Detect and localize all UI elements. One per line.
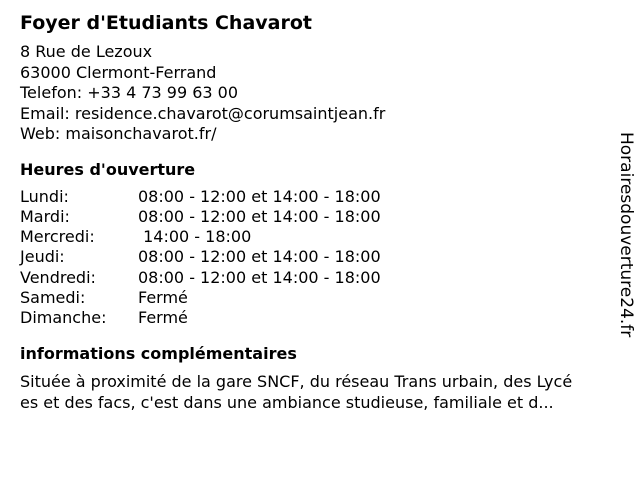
hours-row bbox=[20, 288, 610, 308]
hours-table bbox=[20, 187, 610, 329]
info-line: Située à proximité de la gare SNCF, du réseau Trans urbain, des Lycé bbox=[20, 371, 573, 391]
hours-heading: Heures d'ouverture bbox=[20, 159, 196, 179]
hours-time: 08:00 - 12:00 et 14:00 - 18:00 bbox=[138, 186, 381, 206]
hours-day: Jeudi: bbox=[20, 247, 65, 267]
hours-time: 14:00 - 18:00 bbox=[138, 227, 252, 247]
hours-day: Dimanche: bbox=[20, 308, 107, 328]
hours-day: Mercredi: bbox=[20, 227, 95, 247]
info-heading: informations complémentaires bbox=[20, 343, 297, 363]
hours-day: Vendredi: bbox=[20, 267, 96, 287]
hours-row bbox=[20, 247, 610, 267]
hours-day: Samedi: bbox=[20, 287, 86, 307]
address-street: 8 Rue de Lezoux bbox=[20, 42, 153, 61]
hours-time: Fermé bbox=[138, 287, 188, 307]
hours-row bbox=[20, 227, 610, 247]
hours-time: 08:00 - 12:00 et 14:00 - 18:00 bbox=[138, 267, 381, 287]
business-card bbox=[20, 10, 610, 413]
hours-time: 08:00 - 12:00 et 14:00 - 18:00 bbox=[138, 206, 381, 226]
hours-row bbox=[20, 207, 610, 227]
hours-row bbox=[20, 268, 610, 288]
contact-block bbox=[20, 42, 610, 145]
address-city: 63000 Clermont-Ferrand bbox=[20, 62, 217, 82]
hours-time: Fermé bbox=[138, 308, 188, 328]
watermark-text: Horairesdouverture24.fr bbox=[616, 132, 636, 338]
hours-row bbox=[20, 308, 610, 328]
site-watermark bbox=[612, 132, 640, 347]
hours-day: Lundi: bbox=[20, 186, 69, 206]
info-description bbox=[20, 371, 610, 413]
business-title: Foyer d'Etudiants Chavarot bbox=[20, 12, 312, 34]
hours-row bbox=[20, 187, 610, 207]
email-line: Email: residence.chavarot@corumsaintjean.fr bbox=[20, 103, 386, 123]
hours-time: 08:00 - 12:00 et 14:00 - 18:00 bbox=[138, 247, 381, 267]
info-line: es et des facs, c'est dans une ambiance studieuse, familiale et d... bbox=[20, 392, 554, 412]
web-line: Web: maisonchavarot.fr/ bbox=[20, 124, 217, 143]
hours-day: Mardi: bbox=[20, 206, 70, 226]
phone-line: Telefon: +33 4 73 99 63 00 bbox=[20, 83, 239, 102]
